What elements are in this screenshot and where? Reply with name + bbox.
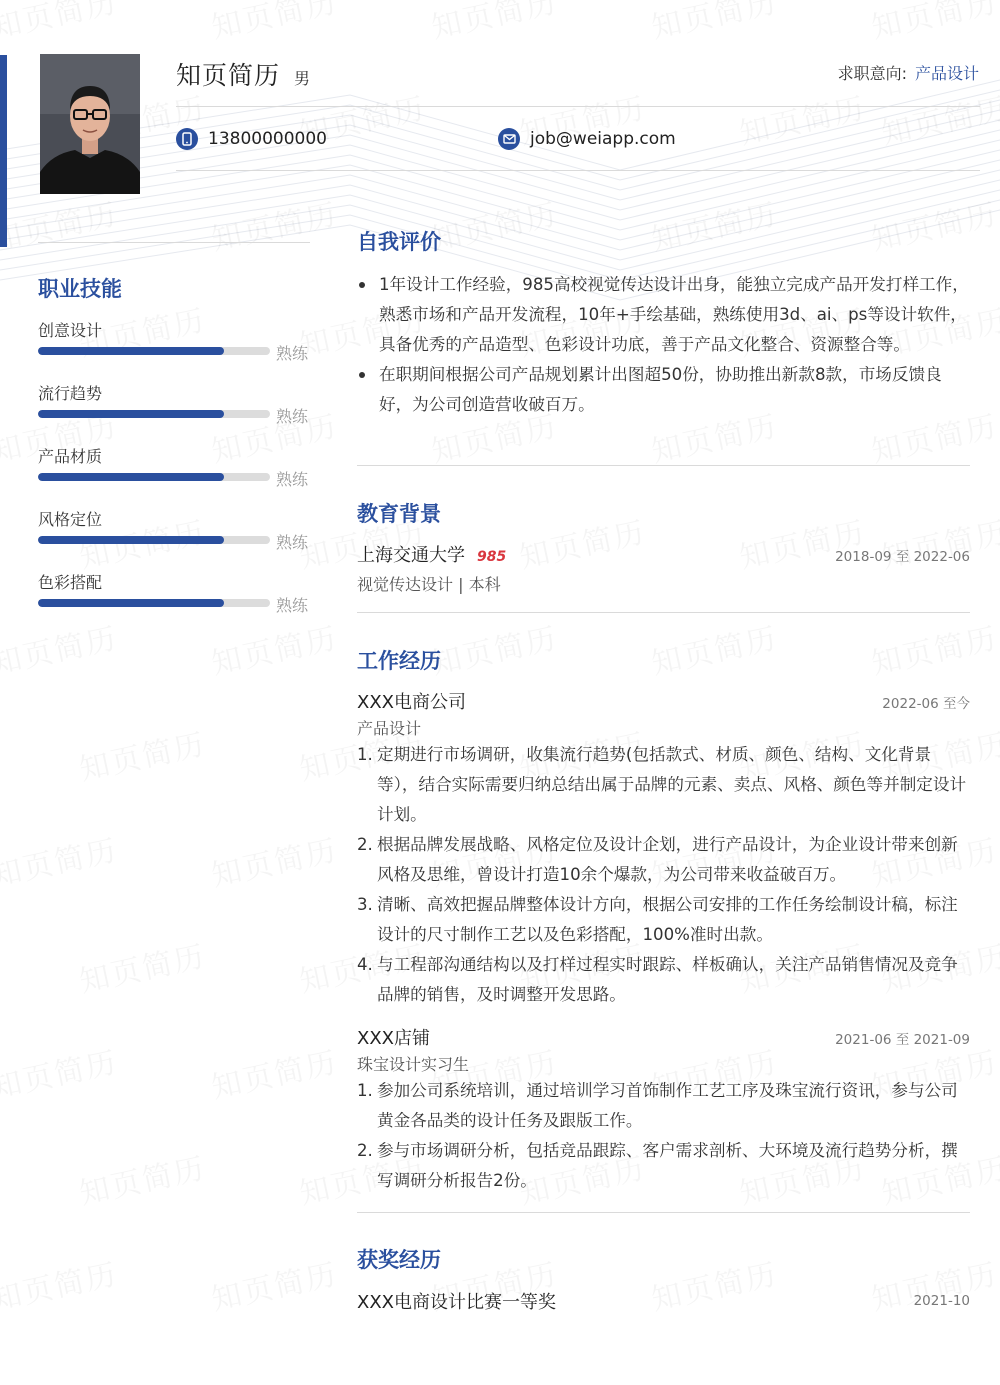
skill-progress-fill bbox=[38, 599, 224, 607]
watermark-text bbox=[867, 613, 1000, 683]
watermark-text bbox=[647, 1249, 781, 1319]
skill-level: 熟练 bbox=[276, 596, 309, 615]
self-eval-section-title: 自我评价 bbox=[357, 230, 441, 254]
school-name: 上海交通大学 bbox=[357, 545, 465, 566]
job-company: XXX电商公司 bbox=[357, 692, 466, 713]
skill-progress-fill bbox=[38, 410, 224, 418]
skill-name: 创意设计 bbox=[38, 321, 103, 340]
item-number: 1. bbox=[357, 745, 373, 764]
item-number: 1. bbox=[357, 1081, 373, 1100]
watermark-text bbox=[75, 931, 209, 1001]
name-row bbox=[176, 56, 310, 92]
skill-progress-fill bbox=[38, 536, 224, 544]
skill-progress-fill bbox=[38, 473, 224, 481]
watermark-text bbox=[207, 613, 341, 683]
item-number: 4. bbox=[357, 955, 373, 974]
job-intent bbox=[838, 61, 979, 84]
section-divider bbox=[357, 612, 970, 613]
job-intent-label: 求职意向: bbox=[837, 64, 907, 83]
candidate-gender: 男 bbox=[294, 69, 311, 88]
email-contact bbox=[498, 128, 676, 150]
list-item: 在职期间根据公司产品规划累计出图超50份，协助推出新款8款，市场反馈良好，为公司创造营收破百万。 bbox=[357, 360, 972, 420]
list-item bbox=[357, 1076, 972, 1136]
skill-progress-track bbox=[38, 599, 270, 607]
watermark-text bbox=[207, 825, 341, 895]
section-divider bbox=[357, 1212, 970, 1213]
item-number: 3. bbox=[357, 895, 373, 914]
email-icon bbox=[498, 128, 520, 150]
skill-progress-track bbox=[38, 347, 270, 355]
watermark-text bbox=[515, 507, 649, 577]
header-divider-bottom bbox=[176, 170, 980, 171]
item-text: 与工程部沟通结构以及打样过程实时跟踪、样板确认，关注产品销售情况及竞争品牌的销售，及时调整开发思路。 bbox=[377, 955, 958, 1004]
item-number: 2. bbox=[357, 835, 373, 854]
skill-item bbox=[38, 507, 310, 557]
award-name: XXX电商设计比赛一等奖 bbox=[357, 1292, 556, 1313]
item-text: 参加公司系统培训，通过培训学习首饰制作工艺工序及珠宝流行资讯，参与公司黄金各品类的设计任务及跟版工作。 bbox=[377, 1081, 958, 1130]
section-divider bbox=[357, 465, 970, 466]
watermark-text bbox=[0, 1249, 121, 1319]
skill-progress-track bbox=[38, 410, 270, 418]
watermark-text bbox=[427, 613, 561, 683]
person-portrait-icon bbox=[40, 54, 140, 194]
skill-level: 熟练 bbox=[276, 470, 309, 489]
skill-item bbox=[38, 318, 310, 368]
skill-name: 色彩搭配 bbox=[38, 573, 103, 592]
job-duties-list bbox=[357, 740, 972, 1010]
skill-progress-track bbox=[38, 536, 270, 544]
watermark-text bbox=[877, 507, 1000, 577]
job-date: 2021-06 至 2021-09 bbox=[835, 1032, 970, 1048]
self-eval-list bbox=[357, 270, 972, 420]
job-duties-list bbox=[357, 1076, 972, 1196]
header-divider-top bbox=[176, 106, 980, 107]
education-detail: 视觉传达设计 | 本科 bbox=[357, 575, 501, 594]
left-column-divider bbox=[38, 242, 310, 243]
watermark-text bbox=[0, 825, 121, 895]
education-date: 2018-09 至 2022-06 bbox=[835, 549, 970, 565]
school-badge: 985 bbox=[477, 549, 507, 565]
skill-progress-fill bbox=[38, 347, 224, 355]
watermark-text bbox=[207, 1037, 341, 1107]
item-text: 参与市场调研分析，包括竞品跟踪、客户需求剖析、大环境及流行趋势分析，撰写调研分析报告2份。 bbox=[377, 1141, 958, 1190]
job-date: 2022-06 至今 bbox=[882, 696, 970, 712]
list-item bbox=[357, 830, 972, 890]
skill-item bbox=[38, 570, 310, 620]
skill-level: 熟练 bbox=[276, 344, 309, 363]
list-item bbox=[357, 950, 972, 1010]
watermark-text bbox=[0, 613, 121, 683]
skill-name: 产品材质 bbox=[38, 447, 103, 466]
item-text: 根据品牌发展战略、风格定位及设计企划，进行产品设计，为企业设计带来创新风格及思维，曾设计打造10余个爆款，为公司带来收益破百万。 bbox=[377, 835, 958, 884]
job-intent-value: 产品设计 bbox=[914, 64, 979, 83]
watermark-text bbox=[207, 1249, 341, 1319]
list-item bbox=[357, 890, 972, 950]
watermark-text bbox=[647, 613, 781, 683]
candidate-name: 知页简历 bbox=[176, 61, 281, 90]
award-date: 2021-10 bbox=[913, 1293, 970, 1309]
item-number: 2. bbox=[357, 1141, 373, 1160]
list-item bbox=[357, 740, 972, 830]
job-company: XXX店铺 bbox=[357, 1028, 430, 1049]
skill-item bbox=[38, 444, 310, 494]
item-text: 定期进行市场调研，收集流行趋势(包括款式、材质、颜色、结构、文化背景等），结合实际需要归纳总结出属于品牌的元素、卖点、风格、颜色等并制定设计计划。 bbox=[377, 745, 967, 824]
email-address: job@weiapp.com bbox=[530, 129, 676, 149]
skill-name: 流行趋势 bbox=[38, 384, 103, 403]
education-section-title: 教育背景 bbox=[357, 502, 441, 526]
skill-level: 熟练 bbox=[276, 407, 309, 426]
job-role: 珠宝设计实习生 bbox=[357, 1055, 470, 1074]
list-item: 1年设计工作经验，985高校视觉传达设计出身，能独立完成产品开发打样工作，熟悉市场和产品开发流程，10年+手绘基础，熟练使用3d、ai、ps等设计软件，具备优秀的产品造型、色彩设计功底，善于产品文化整合、资源整合等。 bbox=[357, 270, 972, 360]
watermark-text bbox=[735, 507, 869, 577]
work-section-title: 工作经历 bbox=[357, 649, 441, 673]
watermark-text bbox=[75, 719, 209, 789]
list-item bbox=[357, 1136, 972, 1196]
avatar-photo bbox=[40, 54, 140, 194]
awards-section-title: 获奖经历 bbox=[357, 1248, 441, 1272]
phone-contact bbox=[176, 128, 327, 150]
job-role: 产品设计 bbox=[357, 719, 422, 738]
watermark-text bbox=[75, 1143, 209, 1213]
phone-number: 13800000000 bbox=[208, 129, 327, 149]
skill-level: 熟练 bbox=[276, 533, 309, 552]
watermark-text bbox=[0, 1037, 121, 1107]
skill-name: 风格定位 bbox=[38, 510, 103, 529]
accent-bar bbox=[0, 55, 7, 247]
item-text: 清晰、高效把握品牌整体设计方向，根据公司安排的工作任务绘制设计稿，标注设计的尺寸制作工艺以及色彩搭配，100%准时出款。 bbox=[377, 895, 958, 944]
school-row bbox=[357, 541, 506, 567]
skill-progress-track bbox=[38, 473, 270, 481]
skills-section-title: 职业技能 bbox=[38, 277, 122, 301]
phone-icon bbox=[176, 128, 198, 150]
skill-item bbox=[38, 381, 310, 431]
